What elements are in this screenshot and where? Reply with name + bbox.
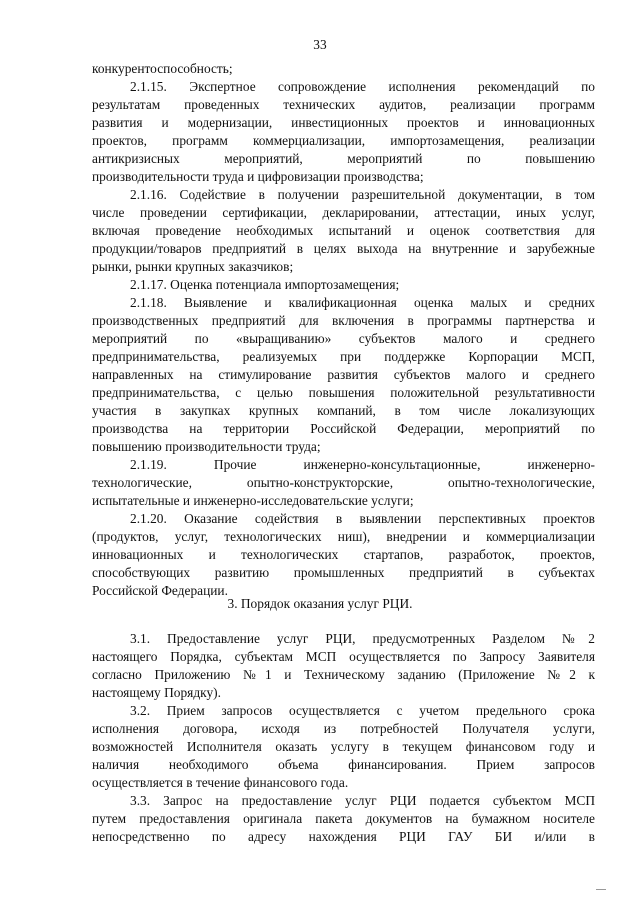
text-line: технологические, опытно-конструкторские, опытно-технологические,	[92, 475, 595, 490]
text-line: рынки, рынки крупных заказчиков;	[92, 259, 294, 274]
text-line: конкурентоспособность;	[92, 61, 233, 76]
text-line: предпринимательства, реализуемых при поддержке Корпорации МСП,	[92, 349, 595, 364]
text-line: непосредственно по адресу нахождения РЦИ ГАУ БИ и/или в	[92, 829, 595, 844]
text-line: мероприятий по «выращиванию» субъектов малого и среднего	[92, 331, 595, 346]
text-line: 3.2. Прием запросов осуществляется с учетом предельного срока	[130, 703, 595, 718]
text-line: (продуктов, услуг, технологических ниш), внедрении и коммерциализации	[92, 529, 595, 544]
text-line: 2.1.15. Экспертное сопровождение исполнения рекомендаций по	[130, 79, 595, 94]
text-line: производства на территории Российской Федерации, мероприятий по	[92, 421, 595, 436]
text-line: возможностей Исполнителя оказать услугу в текущем финансовом году и	[92, 739, 595, 754]
text-line: 2.1.18. Выявление и квалификационная оценка малых и средних	[130, 295, 595, 310]
page-number: 33	[313, 37, 327, 52]
text-line: способствующих развитию промышленных предприятий в субъектах	[92, 565, 595, 580]
text-line: Российской Федерации.	[92, 583, 228, 598]
text-line: исполнения договора, исходя из потребностей Получателя услуги,	[92, 721, 595, 736]
text-line: 3.1. Предоставление услуг РЦИ, предусмотренных Разделом №2	[130, 631, 595, 646]
section-heading: 3. Порядок оказания услуг РЦИ.	[227, 596, 413, 611]
text-line: настоящего Порядка, субъектам МСП осуществляется по Запросу Заявителя	[92, 649, 595, 664]
text-line: предпринимательства, с целью повышения положительной результативности	[92, 385, 595, 400]
text-line: настоящему Порядку).	[92, 685, 221, 700]
text-line: путем предоставления оригинала пакета документов на бумажном носителе	[92, 811, 595, 826]
text-line: осуществляется в течение финансового года.	[92, 775, 349, 790]
text-line: 3.3. Запрос на предоставление услуг РЦИ подается субъектом МСП	[130, 793, 595, 808]
text-line: производительности труда и цифровизации производства;	[92, 169, 424, 184]
text-line: 2.1.19. Прочие инженерно-консультационные, инженерно-	[130, 457, 595, 472]
text-line: развития и модернизации, инвестиционных проектов и инновационных	[92, 115, 595, 130]
text-line: продукции/товаров предприятий в целях выхода на внутренние и зарубежные	[92, 241, 595, 256]
text-line: испытательные и инженерно-исследовательские услуги;	[92, 493, 414, 508]
text-line: числе проведении сертификации, декларировании, аттестации, иных услуг,	[92, 205, 595, 220]
text-line: 2.1.17. Оценка потенциала импортозамещения;	[130, 277, 400, 292]
text-line: наличия необходимого объема финансирования. Прием запросов	[92, 757, 595, 772]
text-line: участия в закупках крупных компаний, в том числе локализующих	[92, 403, 595, 418]
text-line: включая проведение необходимых испытаний и оценок соответствия для	[92, 223, 595, 238]
text-line: направленных на стимулирование развития субъектов малого и среднего	[92, 367, 595, 382]
text-line: повышению производительности труда;	[92, 439, 321, 454]
text-line: проектов, программ коммерциализации, импортозамещения, реализации	[92, 133, 595, 148]
text-line: согласно Приложению №1 и Техническому заданию (Приложение №2 к	[92, 667, 595, 682]
text-line: 2.1.20. Оказание содействия в выявлении перспективных проектов	[130, 511, 595, 526]
scan-mark	[596, 889, 606, 890]
text-line: инновационных и технологических стартапов, разработок, проектов,	[92, 547, 595, 562]
text-line: результатам проведенных технических аудитов, реализации программ	[92, 97, 595, 112]
text-line: 2.1.16. Содействие в получении разрешительной документации, в том	[130, 187, 595, 202]
text-line: антикризисных мероприятий, мероприятий по повышению	[92, 151, 595, 166]
text-line: производственных предприятий для включения в программы партнерства и	[92, 313, 595, 328]
